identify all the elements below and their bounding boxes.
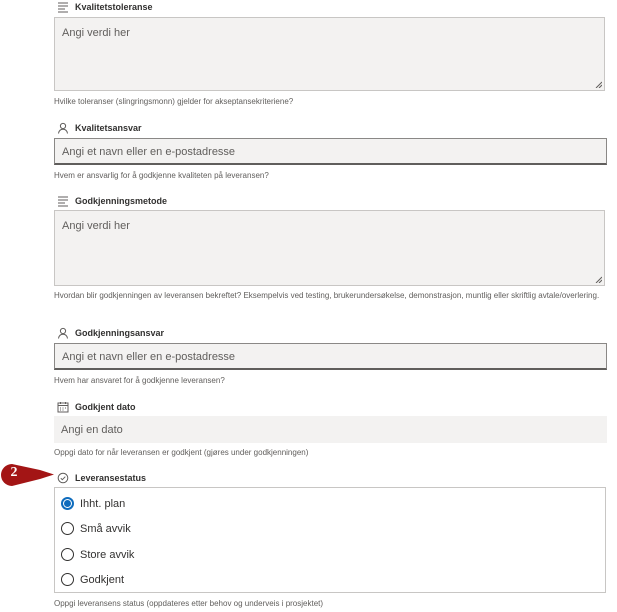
leveransestatus-choices	[54, 487, 606, 593]
check-circle-icon	[57, 472, 69, 484]
godkjenningsansvar-placeholder: Angi et navn eller en e-postadresse	[62, 351, 236, 363]
godkjenningsansvar-label-text: Godkjenningsansvar	[75, 328, 165, 338]
godkjent-dato-help: Oppgi dato for når leveransen er godkjent (gjøres under godkjenningen)	[54, 448, 309, 457]
choice-label: Ihht. plan	[80, 497, 126, 510]
choice-sma-avvik[interactable]	[61, 522, 131, 535]
kvalitetstoleranse-label	[57, 1, 153, 13]
kvalitetstoleranse-help: Hvilke toleranser (slingringsmonn) gjelder for akseptansekriteriene?	[54, 97, 294, 106]
kvalitetsansvar-input[interactable]	[54, 138, 607, 165]
choice-ihht-plan[interactable]	[61, 497, 125, 510]
choice-label: Godkjent	[80, 573, 125, 586]
godkjent-dato-label-text: Godkjent dato	[75, 402, 136, 412]
kvalitetsansvar-help: Hvem er ansvarlig for å godkjenne kvaliteten på leveransen?	[54, 171, 269, 180]
godkjenningsmetode-textarea[interactable]	[54, 210, 605, 286]
kvalitetstoleranse-textarea[interactable]	[54, 17, 605, 91]
resize-grip-icon[interactable]	[595, 81, 602, 88]
godkjenningsmetode-placeholder: Angi verdi her	[62, 220, 130, 232]
godkjenningsmetode-label	[57, 195, 167, 207]
choice-store-avvik[interactable]	[61, 548, 134, 561]
kvalitetstoleranse-placeholder: Angi verdi her	[62, 27, 130, 39]
calendar-icon	[57, 401, 69, 413]
kvalitetstoleranse-label-text: Kvalitetstoleranse	[75, 2, 153, 12]
step-callout	[0, 463, 54, 492]
choice-label: Store avvik	[80, 548, 135, 561]
leveransestatus-help: Oppgi leveransens status (oppdateres etter behov og underveis i prosjektet)	[54, 599, 324, 608]
radio-icon[interactable]	[61, 522, 74, 535]
person-icon	[57, 327, 69, 339]
leveransestatus-label-text: Leveransestatus	[75, 473, 147, 483]
resize-grip-icon[interactable]	[595, 276, 602, 283]
person-icon	[57, 122, 69, 134]
kvalitetsansvar-label-text: Kvalitetsansvar	[75, 123, 142, 133]
radio-icon[interactable]	[61, 548, 74, 561]
leveransestatus-label	[57, 472, 146, 484]
godkjenningsansvar-help: Hvem har ansvaret for å godkjenne leveransen?	[54, 376, 225, 385]
godkjenningsansvar-label	[57, 327, 164, 339]
kvalitetsansvar-placeholder: Angi et navn eller en e-postadresse	[62, 146, 236, 158]
text-lines-icon	[57, 1, 69, 13]
callout-number: 2	[10, 465, 18, 480]
choice-godkjent[interactable]	[61, 573, 124, 586]
godkjent-dato-input[interactable]	[54, 416, 607, 443]
radio-selected-icon[interactable]	[61, 497, 74, 510]
godkjenningsmetode-label-text: Godkjenningsmetode	[75, 196, 168, 206]
kvalitetsansvar-label	[57, 122, 142, 134]
godkjent-dato-label	[57, 401, 136, 413]
choice-label: Små avvik	[80, 522, 131, 535]
text-lines-icon	[57, 195, 69, 207]
radio-icon[interactable]	[61, 573, 74, 586]
godkjenningsmetode-help: Hvordan blir godkjenningen av leveransen bekreftet? Eksempelvis ved testing, brukerundersøkelse, demonstrasjon, muntlig eller skriftlig avtale/overlering.	[54, 291, 600, 300]
godkjent-dato-placeholder: Angi en dato	[61, 424, 123, 436]
godkjenningsansvar-input[interactable]	[54, 343, 607, 370]
